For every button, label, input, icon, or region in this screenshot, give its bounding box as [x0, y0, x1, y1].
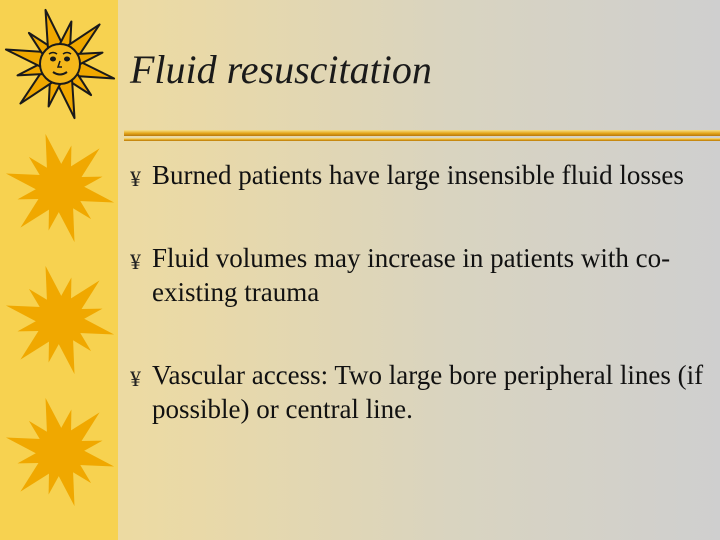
sun-icon — [2, 394, 118, 510]
bullet-text: Vascular access: Two large bore peripheral lines (if possible) or central line. — [152, 360, 704, 424]
title-divider — [124, 130, 720, 142]
bullet-marker: ¥ — [130, 366, 141, 391]
bullet-marker: ¥ — [130, 249, 141, 274]
bullet-text: Fluid volumes may increase in patients with co-existing trauma — [152, 243, 671, 307]
sun-icon — [2, 130, 118, 246]
bullet-item — [130, 241, 715, 309]
bullet-item — [130, 158, 715, 192]
bullet-text: Burned patients have large insensible fluid losses — [152, 160, 684, 190]
slide-title: Fluid resuscitation — [130, 47, 432, 92]
bullet-marker: ¥ — [130, 166, 141, 191]
sun-icon — [2, 262, 118, 378]
sun-face-icon — [2, 6, 118, 122]
bullet-item — [130, 358, 715, 426]
bullet-list — [130, 158, 715, 475]
